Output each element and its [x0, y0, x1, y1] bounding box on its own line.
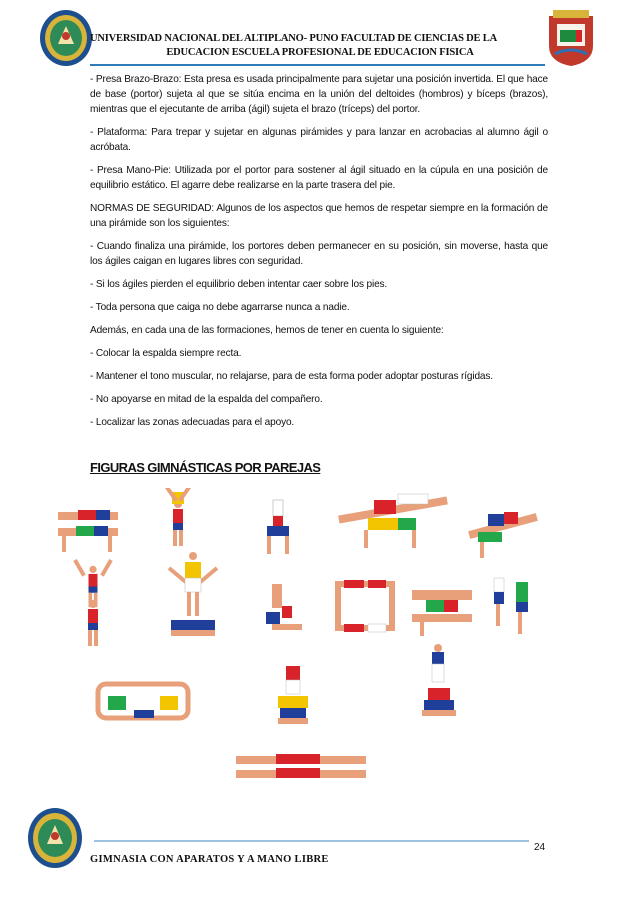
figure-pair	[338, 494, 448, 548]
paragraph: - Localizar las zonas adecuadas para el apoyo.	[90, 417, 295, 428]
page-number: 24	[534, 842, 546, 853]
header-line-2: EDUCACION ESCUELA PROFESIONAL DE EDUCACION FISICA	[166, 47, 474, 58]
paragraph: - Presa Mano-Pie: Utilizada por el portor para sostener al ágil situado en la cúpula en una posición de equilibrio estático. El agarre debe realizarse en la parte trasera del pie.	[90, 165, 548, 191]
figure-pair	[98, 684, 188, 718]
paragraph: - Toda persona que caiga no debe agarrarse nunca a nadie.	[90, 302, 350, 313]
paragraph: - Presa Brazo-Brazo: Esta presa es usada principalmente para sujetar una posición invertida. El que hace de base (portor) sujeta al que se sitúa encima en la unión del deltoides (hombros) y bíceps (brazos), mientras que el ejecutante de arriba (ágil) sujeta el brazo (tríceps) del portor.	[90, 74, 548, 115]
document-header	[90, 32, 550, 60]
figure-pair	[422, 644, 456, 716]
figure-pair	[412, 590, 472, 636]
figure-pair	[494, 578, 528, 634]
paragraph: NORMAS DE SEGURIDAD: Algunos de los aspectos que hemos de respetar siempre en la formación de una pirámide son los siguientes:	[90, 203, 548, 229]
figure-pair	[278, 666, 308, 724]
university-seal-logo	[38, 8, 94, 68]
figure-pair	[338, 580, 392, 632]
figure-pair	[468, 512, 538, 558]
footer-title: GIMNASIA CON APARATOS Y A MANO LIBRE	[90, 854, 329, 865]
body-text	[90, 72, 548, 438]
section-title: FIGURAS GIMNÁSTICAS POR PAREJAS	[90, 460, 321, 475]
figure-pair	[267, 500, 289, 554]
paragraph: - Colocar la espalda siempre recta.	[90, 348, 242, 359]
figure-pair	[164, 488, 191, 546]
header-line-1: UNIVERSIDAD NACIONAL DEL ALTIPLANO- PUNO FACULTAD DE CIENCIAS DE LA	[90, 33, 497, 44]
figure-pair	[236, 754, 366, 778]
university-seal-footer-logo	[26, 806, 84, 870]
figure-pair	[266, 584, 302, 630]
paragraph: - Si los ágiles pierden el equilibrio deben intentar caer sobre los pies.	[90, 279, 388, 290]
paragraph: - Plataforma: Para trepar y sujetar en algunas pirámides y para lanzar en acrobacias al alumno ágil o acróbata.	[90, 127, 548, 153]
paragraph: - Cuando finaliza una pirámide, los portores deben permanecer en su posición, sin moverse, hasta que los ágiles caigan en lugares libres con seguridad.	[90, 241, 548, 267]
faculty-shield-logo	[541, 6, 601, 68]
paragraph: Además, en cada una de las formaciones, hemos de tener en cuenta lo siguiente:	[90, 325, 444, 336]
footer-divider	[94, 840, 529, 842]
header-divider	[90, 64, 545, 66]
figure-pair	[58, 510, 118, 552]
paragraph: - No apoyarse en mitad de la espalda del compañero.	[90, 394, 323, 405]
paragraph: - Mantener el tono muscular, no relajarse, para de esta forma poder adoptar posturas rígidas.	[90, 371, 493, 382]
figure-pair	[73, 559, 112, 646]
figure-pair	[168, 552, 219, 636]
gymnastic-pairs-illustration	[48, 488, 568, 788]
